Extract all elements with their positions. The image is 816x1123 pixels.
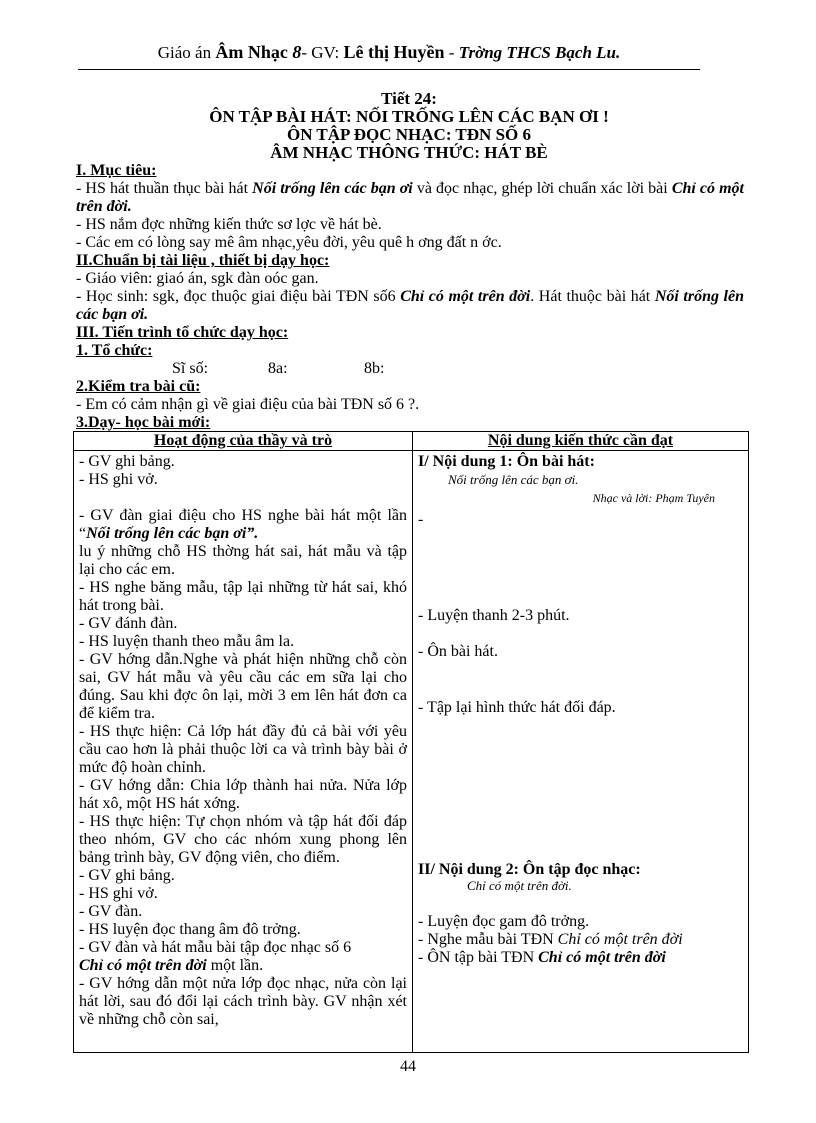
review-heading: 2.Kiểm tra bài cũ: [76, 378, 201, 395]
review-question: - Em có cảm nhận gì về giai điệu của bài TĐN số 6 ?. [76, 396, 420, 413]
materials-teacher: - Giáo viên: giaó án, sgk đàn oóc gan. [76, 270, 319, 287]
column-header-activities: Hoạt động của thầy và trò [74, 432, 413, 451]
column-header-content: Nội dung kiến thức cần đạt [413, 432, 749, 451]
header-subject: Âm Nhạc [215, 42, 293, 62]
content-heading-2: II/ Nội dung 2: Ôn tập đọc nhạc: [418, 861, 641, 878]
lesson-title-2: ÔN TẬP ĐỌC NHẠC: TĐN SỐ 6 [286, 125, 531, 144]
content-practice: - ÔN tập bài TĐN Chỉ có một trên đời [418, 949, 666, 966]
content-listen: - Nghe mẫu bài TĐN Chỉ có một trên đời [418, 931, 683, 948]
objectives-heading: I. Mục tiêu: [76, 162, 157, 179]
header-school: Trờng THCS Bạch Lu. [458, 43, 621, 62]
header-prefix: Giáo án [157, 43, 216, 62]
class-8b: 8b: [364, 360, 385, 377]
page-header [78, 42, 700, 70]
materials-students: - Học sinh: sgk, đọc thuộc giai điệu bài TĐN số6 Chỉ có một trên đời. Hát thuộc bài hát Nối trống lên các bạn ơi. [76, 288, 745, 323]
header-teacher: Lê thị Huyền [343, 42, 445, 62]
content-cell: I/ Nội dung 1: Ôn bài hát: Nối trống lên các bạn ơi. Nhạc và lời: Phạm Tuyên - - Luyện thanh 2-3 phút. - Ôn bài hát. - Tập lại hình thức hát đối đáp. II/ Nội dung 2: Ôn tập đọc nhạc: Chỉ có một trên đời. - Luyện đọc gam đô trởng. - Nghe mẫu bài TĐN Chỉ có một trên đời - ÔN tập bài TĐN Chỉ có một trên đời [413, 451, 749, 1053]
header-mid: - GV: [301, 43, 344, 62]
content-review: - Ôn bài hát. [418, 643, 498, 660]
content-warmup: - Luyện thanh 2-3 phút. [418, 607, 570, 624]
objective-1: - HS hát thuần thục bài hát Nối trống lên các bạn ơi và đọc nhạc, ghép lời chuẩn xác lời bài Chỉ có một trên đời. [76, 180, 744, 215]
song-title: Nối trống lên các bạn ơi. [448, 472, 579, 487]
content-heading-1: I/ Nội dung 1: Ôn bài hát: [418, 453, 595, 470]
lesson-title-1: ÔN TẬP BÀI HÁT: NỐI TRỐNG LÊN CÁC BẠN ƠI ! [209, 107, 609, 126]
lesson-body [76, 162, 744, 432]
activities-cell: - GV ghi bảng. - HS ghi vở. - GV đàn giai điệu cho HS nghe bài hát một lần “Nối trống lên các bạn ơi”. lu ý những chỗ HS thờng hát sai, hát mẫu và tập lại cho các em. - HS nghe băng mẫu, tập lại những từ hát sai, khó hát trong bài. - GV đánh đàn. - HS luyện thanh theo mẫu âm la. - GV hớng dẫn.Nghe và phát hiện những chỗ còn sai, GV hát mẫu và yêu cầu các em sữa lại cho đúng. Sau khi đợc ôn lại, mời 3 em lên hát đơn ca để kiểm tra. - HS thực hiện: Cả lớp hát đầy đủ cả bài với yêu cầu cao hơn là phải thuộc lời ca và trình bày bài ở mức độ hoàn chỉnh. - GV hớng dẫn: Chia lớp thành hai nửa. Nửa lớp hát xô, một HS hát xớng. - HS thực hiện: Tự chọn nhóm và tập hát đối đáp theo nhóm, GV cho các nhóm xung phong lên bảng trình bày, GV động viên, cho điểm. - GV ghi bảng. - HS ghi vở. - GV đàn. - HS luyện đọc thang âm đô trởng. - GV đàn và hát mẫu bài tập đọc nhạc số 6 Chỉ có một trên đời một lần. - GV hớng dẫn một nửa lớp đọc nhạc, nửa còn lại hát lời, sau đó đổi lại cách trình bày. GV nhận xét về những chỗ còn sai, [74, 451, 413, 1053]
new-lesson-heading: 3.Dạy- học bài mới: [76, 414, 211, 431]
attendance-label: Sĩ số: [172, 360, 209, 377]
process-heading: III. Tiến trình tổ chức dạy học: [76, 324, 289, 341]
attendance-row [76, 360, 744, 378]
lesson-titles [78, 90, 740, 162]
reading-title: Chỉ có một trên đời. [467, 878, 572, 893]
organization-heading: 1. Tổ chức: [76, 342, 153, 359]
page-number: 44 [400, 1058, 416, 1075]
lesson-table [73, 431, 749, 1053]
materials-heading: II.Chuẩn bị tài liệu , thiết bị dạy học: [76, 252, 330, 269]
content-call-response: - Tập lại hình thức hát đối đáp. [418, 699, 616, 716]
header-dash: - [444, 43, 459, 62]
objective-3: - Các em có lòng say mê âm nhạc,yêu đời, yêu quê h ơng đất n ớc. [76, 234, 502, 251]
header-grade: 8 [292, 42, 302, 62]
class-8a: 8a: [268, 360, 288, 377]
lesson-number: Tiết 24: [381, 89, 437, 108]
content-scale: - Luyện đọc gam đô trởng. [418, 913, 590, 930]
song-author: Nhạc và lời: Phạm Tuyên [592, 491, 715, 505]
lesson-title-3: ÂM NHẠC THÔNG THỨC: HÁT BÈ [270, 143, 548, 162]
objective-2: - HS nắm đợc những kiến thức sơ lợc về hát bè. [76, 216, 382, 233]
